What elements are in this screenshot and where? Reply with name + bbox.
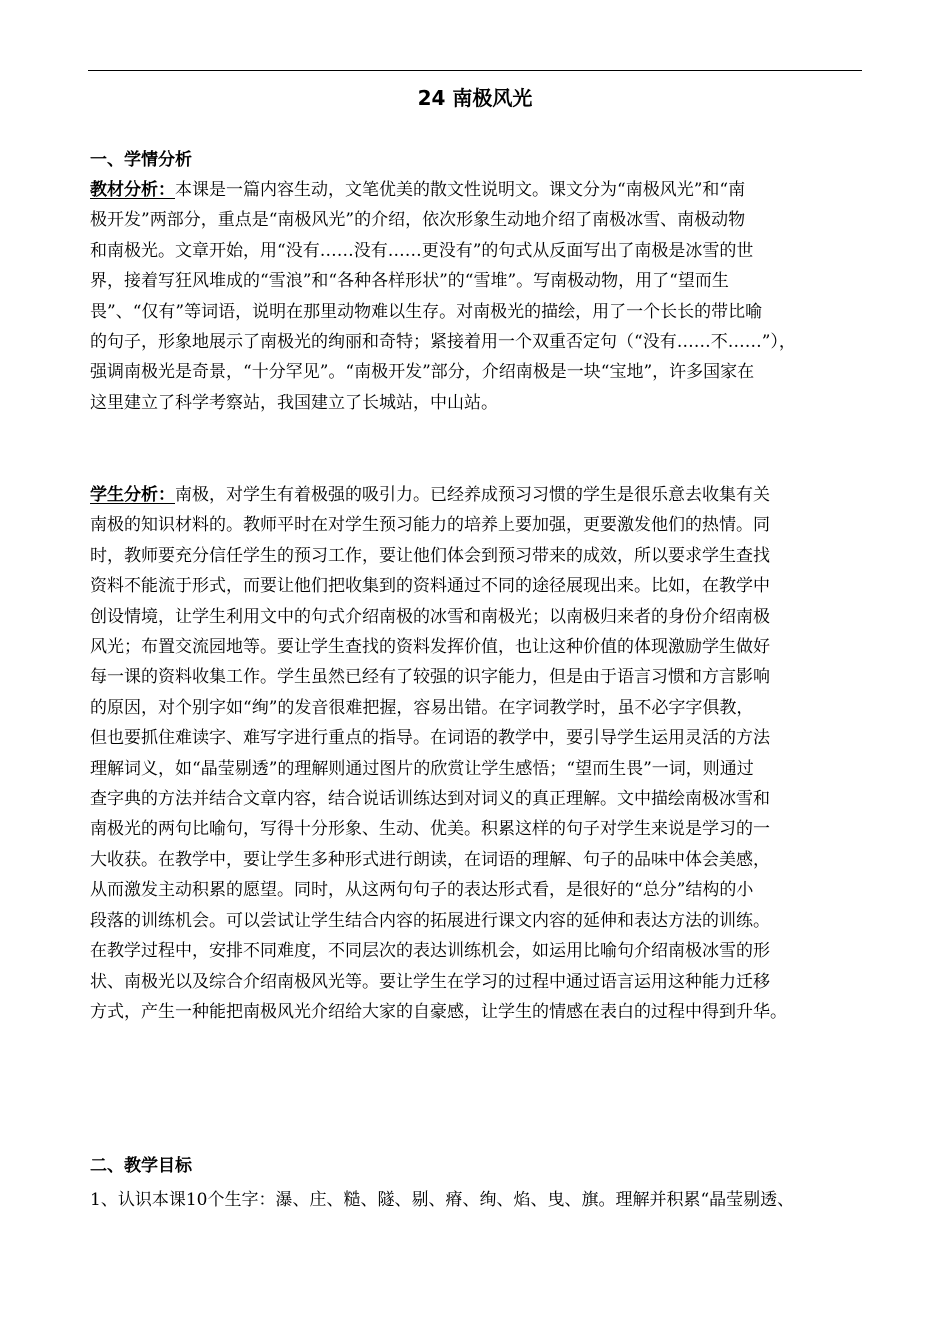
student-analysis-line: 资料不能流于形式，而要让他们把收集到的资料通过不同的途径展现出来。比如，在教学中: [90, 576, 770, 597]
material-analysis-text: 本课是一篇内容生动，文笔优美的散文性说明文。课文分为“南极风光”和“南: [175, 180, 746, 200]
page-title: 24 南极风光: [417, 86, 533, 110]
student-analysis-line-1: [90, 480, 864, 510]
student-analysis-text: 南极，对学生有着极强的吸引力。已经养成预习习惯的学生是很乐意去收集有关: [175, 485, 770, 505]
student-analysis-line: 查字典的方法并结合文章内容，结合说话训练达到对词义的真正理解。文中描绘南极冰雪和: [90, 789, 770, 810]
section-heading-analysis: 一、学情分析: [90, 150, 192, 170]
goal-line-1: 1、认识本课10个生字：瀑、庄、糙、隧、剔、瘠、绚、焰、曳、旗。理解并积累“晶莹剔透、: [90, 1190, 795, 1210]
student-analysis-line: 大收获。在教学中，要让学生多种形式进行朗读，在词语的理解、句子的品味中体会美感，: [90, 849, 770, 870]
student-analysis-paragraph: [90, 480, 864, 1027]
student-analysis-line: 在教学过程中，安排不同难度，不同层次的表达训练机会，如运用比喻句介绍南极冰雪的形: [90, 941, 770, 962]
student-analysis-line: 风光；布置交流园地等。要让学生查找的资料发挥价值，也让这种价值的体现激励学生做好: [90, 637, 770, 658]
student-analysis-line: 南极光的两句比喻句，写得十分形象、生动、优美。积累这样的句子对学生来说是学习的一: [90, 819, 770, 840]
student-analysis-line: 段落的训练机会。可以尝试让学生结合内容的拓展进行课文内容的延伸和表达方法的训练。: [90, 910, 770, 931]
goal-paragraph: [90, 1185, 864, 1215]
material-analysis-line-1: [90, 175, 864, 205]
student-analysis-line: 但也要抓住难读字、难写字进行重点的指导。在词语的教学中，要引导学生运用灵活的方法: [90, 728, 770, 749]
student-analysis-line: 状、南极光以及综合介绍南极风光等。要让学生在学习的过程中通过语言运用这种能力迁移: [90, 971, 770, 992]
student-analysis-line: 每一课的资料收集工作。学生虽然已经有了较强的识字能力，但是由于语言习惯和方言影响: [90, 667, 770, 688]
material-analysis-label: 教材分析：: [90, 180, 175, 200]
student-analysis-line: 方式，产生一种能把南极风光介绍给大家的自豪感，让学生的情感在表白的过程中得到升华。: [90, 1001, 787, 1022]
material-analysis-line: 畏”、“仅有”等词语，说明在那里动物难以生存。对南极光的描绘，用了一个长长的带比喻: [90, 301, 763, 322]
student-analysis-line: 从而激发主动积累的愿望。同时，从这两句句子的表达形式看，是很好的“总分”结构的小: [90, 880, 754, 901]
material-analysis-paragraph: [90, 175, 864, 418]
material-analysis-line: 强调南极光是奇景，“十分罕见”。“南极开发”部分，介绍南极是一块“宝地”，许多国家在: [90, 362, 755, 383]
material-analysis-line: 这里建立了科学考察站，我国建立了长城站，中山站。: [90, 392, 498, 413]
student-analysis-line: 创设情境，让学生利用文中的句式介绍南极的冰雪和南极光；以南极归来者的身份介绍南极: [90, 606, 770, 627]
material-analysis-line: 极开发”两部分，重点是“南极风光”的介绍，依次形象生动地介绍了南极冰雪、南极动物: [90, 210, 746, 231]
student-analysis-line: 时，教师要充分信任学生的预习工作，要让他们体会到预习带来的成效，所以要求学生查找: [90, 545, 770, 566]
student-analysis-label: 学生分析：: [90, 485, 175, 505]
material-analysis-line: 和南极光。文章开始，用“没有……没有……更没有”的句式从反面写出了南极是冰雪的世: [90, 240, 754, 261]
student-analysis-line: 理解词义，如“晶莹剔透”的理解则通过图片的欣赏让学生感悟；“望而生畏”一词，则通过: [90, 758, 754, 779]
section-heading-goals: 二、教学目标: [90, 1156, 192, 1176]
material-analysis-line: 的句子，形象地展示了南极光的绚丽和奇特；紧接着用一个双重否定句（“没有……不……”），: [90, 332, 796, 353]
student-analysis-line: 的原因，对个别字如“绚”的发音很难把握，容易出错。在字词教学时，虽不必字字俱教，: [90, 697, 754, 718]
material-analysis-line: 界，接着写狂风堆成的“雪浪”和“各种各样形状”的“雪堆”。写南极动物，用了“望而生: [90, 271, 729, 292]
header-rule: [88, 70, 862, 71]
student-analysis-line: 南极的知识材料的。教师平时在对学生预习能力的培养上要加强，更要激发他们的热情。同: [90, 515, 770, 536]
